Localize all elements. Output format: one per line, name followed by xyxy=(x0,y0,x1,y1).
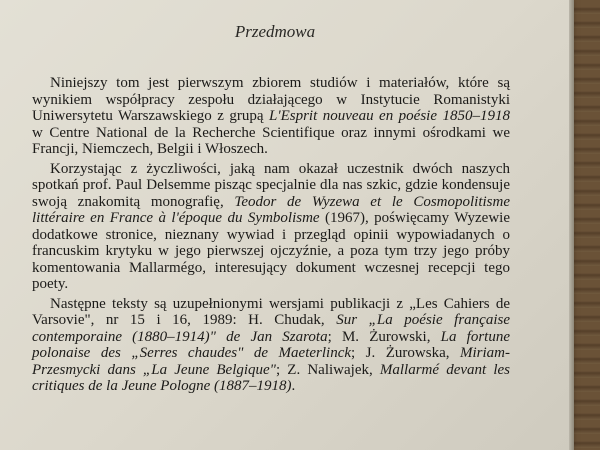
page-edge xyxy=(569,0,574,450)
paragraph-1-text-b: w Centre National de la Recherche Scientifique oraz innymi ośrodkami we Francji, Niemczech, Belgii i Włoszech. xyxy=(32,124,510,157)
paragraph-2-text-b: (1967), poświęcamy Wyzewie dodatkowe stronice, nieznany wywiad i przegląd opinii wypowiadanych o francuskim krytyku w jego pierwszej ojczyźnie, a poza tym trzy jego próby komentowania Mallarmégo, interesujący dokument wczesnej recepcji tego poety. xyxy=(32,210,510,292)
paragraph-3-text-e: . xyxy=(291,378,296,394)
paragraph-2-italic-a: Teodor de Wyzewa et le Cosmopolitisme littéraire en France à l'époque du Symbolisme xyxy=(32,193,510,226)
chapter-heading: Przedmowa xyxy=(234,22,316,41)
paragraph-3-italic-b: La fortune polonaise des „Serres chaudes" de Maeterlinck xyxy=(32,328,510,361)
paragraph-1 xyxy=(32,75,510,158)
paragraph-3-text-c: ; J. Żurowska, xyxy=(351,345,460,361)
paragraph-3-italic-d: Mallarmé devant les critiques de la Jeune Pologne (1887–1918) xyxy=(32,361,510,394)
page-content xyxy=(32,22,510,398)
paragraph-2-text-a: Korzystając z życzliwości, jaką nam okazał uczestnik dwóch naszych spotkań prof. Paul Delsemme pisząc specjalnie dla nas szkic, gdzie kondensuje swoją znakomitą monografię, xyxy=(32,160,510,210)
paragraph-1-italic-a: L'Esprit nouveau en poésie 1850–1918 xyxy=(269,108,510,124)
paragraph-3-italic-c: Miriam-Przesmycki dans „La Jeune Belgique" xyxy=(32,345,510,378)
paragraph-3-text-d: ; Z. Naliwajek, xyxy=(275,361,380,378)
paragraph-3-text-a: Następne teksty są uzupełnionymi wersjami publikacji z „Les Cahiers de Varsovie", nr 15 i 16, 1989: H. Chudak, xyxy=(32,295,510,328)
paragraph-2 xyxy=(32,161,510,293)
paragraph-3-italic-a: Sur „La poésie française contemporaine (1880–1914)" de Jan Szarota xyxy=(32,312,510,345)
paragraph-3-text-b: ; M. Żurowski, xyxy=(327,328,441,345)
paragraph-1-text-a: Niniejszy tom jest pierwszym zbiorem studiów i materiałów, które są wynikiem współpracy zespołu działającego w Instytucie Romanistyki Uniwersytetu Warszawskiego z grupą xyxy=(32,75,510,124)
paragraph-3 xyxy=(32,296,510,395)
